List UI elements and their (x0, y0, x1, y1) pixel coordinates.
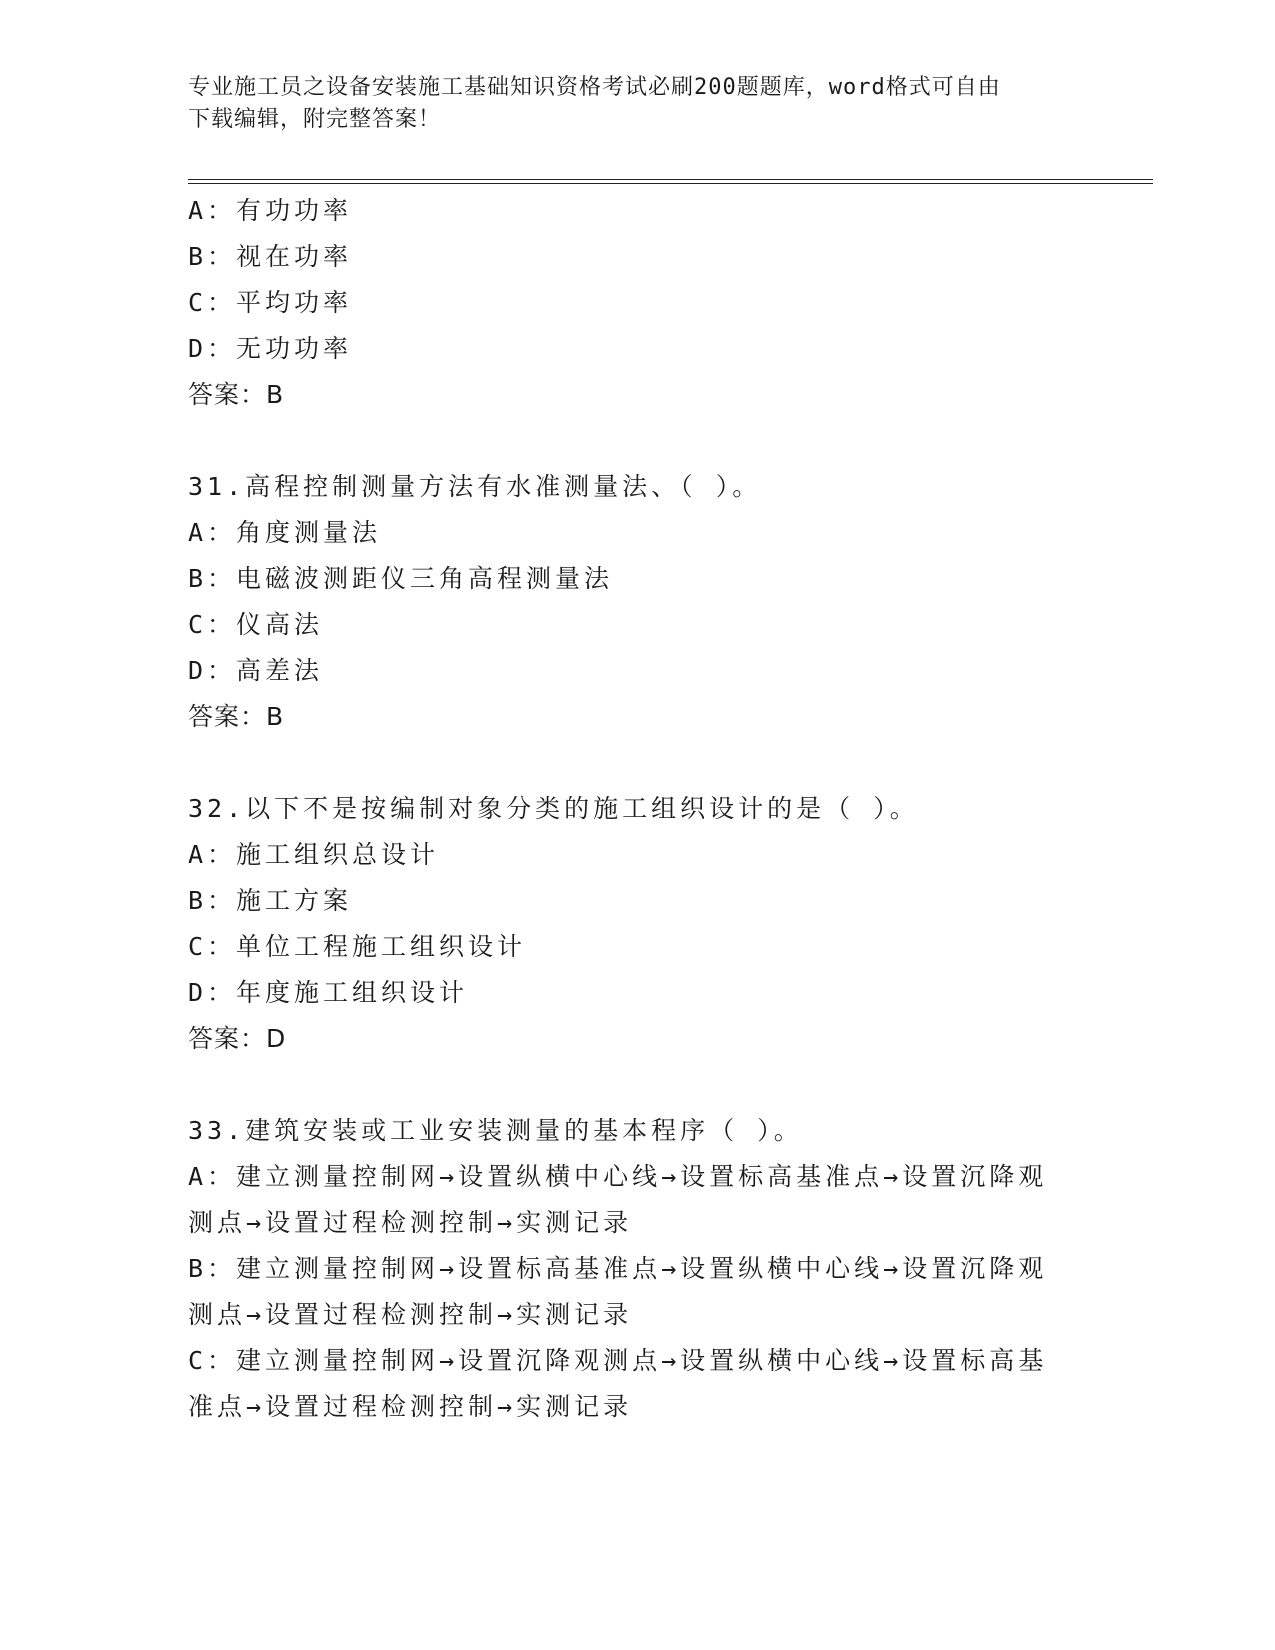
option-c: C：仪高法 (188, 610, 324, 639)
option-b: B：视在功率 (188, 242, 353, 271)
answer: 答案：D (188, 1024, 287, 1053)
option-c: C：平均功率 (188, 288, 353, 317)
question-list (188, 188, 1088, 1430)
question-32 (188, 786, 1088, 1062)
option-c: C：单位工程施工组织设计 (188, 932, 527, 961)
question-30 (188, 188, 1088, 418)
question-33 (188, 1108, 1088, 1430)
header-line-2: 下载编辑，附完整答案！ (188, 107, 442, 132)
option-b: B：电磁波测距仪三角高程测量法 (188, 564, 614, 593)
document-header (188, 72, 1068, 136)
question-text: 33.建筑安装或工业安装测量的基本程序（ ）。 (188, 1116, 803, 1145)
spacer (188, 1062, 1088, 1108)
option-d: D：年度施工组织设计 (188, 978, 469, 1007)
header-line-1: 专业施工员之设备安装施工基础知识资格考试必刷200题题库，word格式可自由 (188, 75, 1001, 100)
option-a-line-1: A：建立测量控制网→设置纵横中心线→设置标高基准点→设置沉降观 (188, 1162, 1048, 1191)
answer: 答案：B (188, 702, 285, 731)
question-text: 32.以下不是按编制对象分类的施工组织设计的是（ ）。 (188, 794, 919, 823)
header-divider (188, 179, 1153, 184)
answer: 答案：B (188, 380, 285, 409)
option-a: A：施工组织总设计 (188, 840, 440, 869)
option-a-line-2: 测点→设置过程检测控制→实测记录 (188, 1208, 633, 1237)
option-b-line-2: 测点→设置过程检测控制→实测记录 (188, 1300, 633, 1329)
spacer (188, 418, 1088, 464)
question-text: 31.高程控制测量方法有水准测量法、（ ）。 (188, 472, 762, 501)
spacer (188, 740, 1088, 786)
option-d: D：无功功率 (188, 334, 353, 363)
option-c-line-1: C：建立测量控制网→设置沉降观测点→设置纵横中心线→设置标高基 (188, 1346, 1048, 1375)
option-b-line-1: B：建立测量控制网→设置标高基准点→设置纵横中心线→设置沉降观 (188, 1254, 1048, 1283)
option-d: D：高差法 (188, 656, 324, 685)
option-c-line-2: 准点→设置过程检测控制→实测记录 (188, 1392, 633, 1421)
option-a: A：有功功率 (188, 196, 353, 225)
option-a: A：角度测量法 (188, 518, 382, 547)
option-b: B：施工方案 (188, 886, 353, 915)
question-31 (188, 464, 1088, 740)
